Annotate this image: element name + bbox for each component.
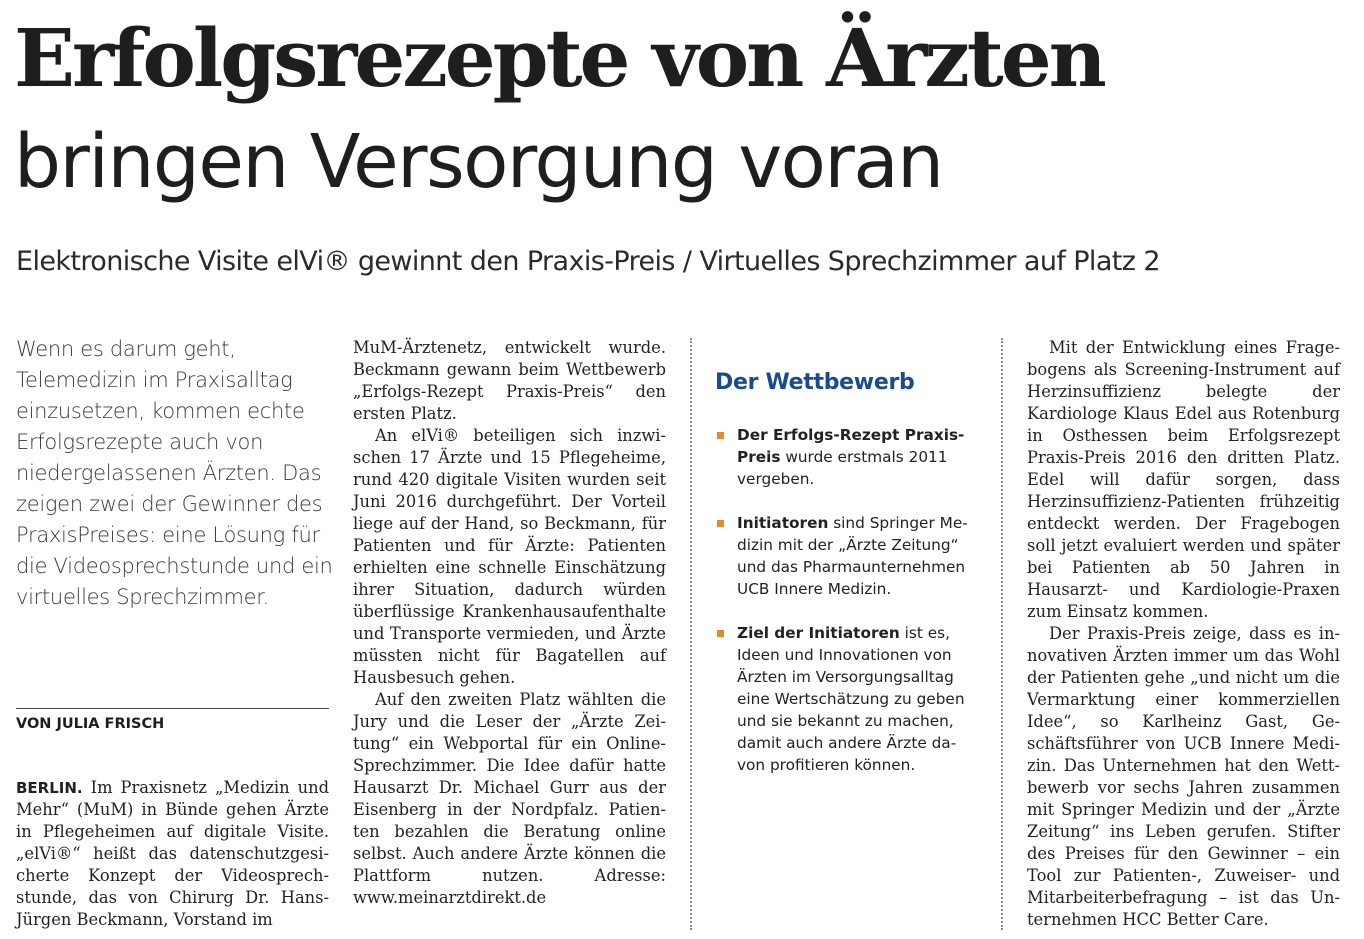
article-paragraph: Auf den zweiten Platz wählten die Jury und die Leser der „Ärzte Zeitung“ ein Webportal für ein Online-Sprechzimmer. Die Idee dafür hatte Hausarzt Dr. Michael Gurr aus der Eisenberg in der Nordpfalz. Patienten bezahlen die Beratung online selbst. Auch andere Ärzte können die Plattform nutzen. Adresse: www.meinarztdirekt.de	[353, 690, 666, 907]
article-column-4	[1027, 337, 1340, 931]
sidebar-item-text: wurde erstmals 2011 vergeben.	[737, 448, 948, 488]
article-paragraph: Mit der Entwicklung eines Fragebogens als Screening-Instrument auf Herzinsuffizienz belegte der Kardiologe Klaus Edel aus Rotenburg in Osthessen beim Erfolgsrezept Praxis-Preis 2016 den dritten Platz. Edel will dafür sorgen, dass Herzinsuffizienz-Patienten frühzeitig entdeckt werden. Der Fragebogen soll jetzt evaluiert werden und später bei Patienten ab 50 Jahren in Hausarzt- und Kardiologie-Praxen zum Einsatz kommen.	[1027, 338, 1340, 621]
sidebar-item-bold: Der Erfolgs-Rezept Praxis-Preis	[737, 426, 965, 466]
lead-paragraph	[16, 334, 334, 613]
sidebar-item	[715, 424, 975, 490]
dateline: BERLIN.	[16, 779, 83, 797]
sidebar-item-bold: Initiatoren	[737, 514, 829, 532]
sidebar-item	[715, 512, 975, 600]
article-paragraph: Der Praxis-Preis zeige, dass es innovativen Ärzten immer um das Wohl der Patienten gehe „und nicht um die Vermarktung einer kommerziellen Idee“, so Karlheinz Gast, Geschäftsführer von UCB Innere Medizin. Das Unternehmen hat den Wettbewerb vor sechs Jahren zusammen mit Springer Medizin und der „Ärzte Zeitung“ ins Leben gerufen. Stifter des Preises für den Gewinner – ein Tool zur Patienten-, Zuweiser- und Mitarbeiterbefragung – ist das Unternehmen HCC Better Care.	[1027, 624, 1340, 929]
bullet-square-icon	[717, 520, 724, 527]
headline-line-1: Erfolgsrezepte von Ärzten	[14, 11, 1104, 105]
lead-text: Wenn es darum geht, Telemedizin im Praxisalltag einzusetzen, kommen echte Erfolgsrezepte auch von niedergelassenen Ärzten. Das zeigen zwei der Gewinner des PraxisPreises: eine Lösung für die Videosprechstunde und ein virtuelles Sprechzimmer.	[16, 337, 333, 609]
article-column-2	[353, 337, 666, 909]
article-column-1	[16, 777, 329, 931]
column-divider	[1001, 338, 1003, 930]
sidebar-item	[715, 622, 975, 776]
sidebar-item-text: ist es, Ideen und Innovationen von Ärzten im Versorgungsalltag eine Wertschätzung zu geben und sie bekannt zu machen, damit auch andere Ärzte davon profitieren können.	[737, 624, 965, 774]
bullet-square-icon	[717, 432, 724, 439]
article-paragraph: An elVi® beteiligen sich inzwischen 17 Ärzte und 15 Pflegeheime, rund 420 digitale Visiten wurden seit Juni 2016 durchgeführt. Der Vorteil liege auf der Hand, so Beckmann, für Patienten und für Ärzte: Patienten erhielten eine schnelle Einschätzung ihrer Situation, dadurch würden überflüssige Krankenhausaufenthalte und Transporte vermieden, und Ärzte müssten nicht für Bagatellen auf Hausbesuch gehen.	[353, 426, 666, 687]
byline: VON JULIA FRISCH	[16, 716, 165, 732]
byline-divider	[16, 708, 329, 709]
article-text: Im Praxisnetz „Medizin und Mehr“ (MuM) in Bünde gehen Ärzte in Pflegeheimen auf digitale Visite. „elVi®“ heißt das datenschutzgesicherte Konzept der Videosprechstunde, das von Chirurg Dr. Hans-Jürgen Beckmann, Vorstand im	[16, 778, 329, 929]
bullet-square-icon	[717, 630, 724, 637]
sidebar-list	[715, 424, 975, 798]
sidebar-item-bold: Ziel der Initiatoren	[737, 624, 900, 642]
article-paragraph	[16, 777, 329, 931]
column-divider	[690, 338, 692, 930]
sidebar-item-text: sind Springer Medizin mit der „Ärzte Zeitung“ und das Pharmaunternehmen UCB Innere Medizin.	[737, 514, 968, 598]
sidebar-title: Der Wettbewerb	[715, 370, 915, 395]
subheadline: Elektronische Visite elVi® gewinnt den Praxis-Preis / Virtuelles Sprechzimmer auf Platz 2	[16, 246, 1160, 277]
headline-line-2: bringen Versorgung voran	[14, 119, 943, 205]
article-paragraph: MuM-Ärztenetz, entwickelt wurde. Beckmann gewann beim Wettbewerb „Erfolgs-Rezept Praxis-Preis“ den ersten Platz.	[353, 338, 666, 423]
